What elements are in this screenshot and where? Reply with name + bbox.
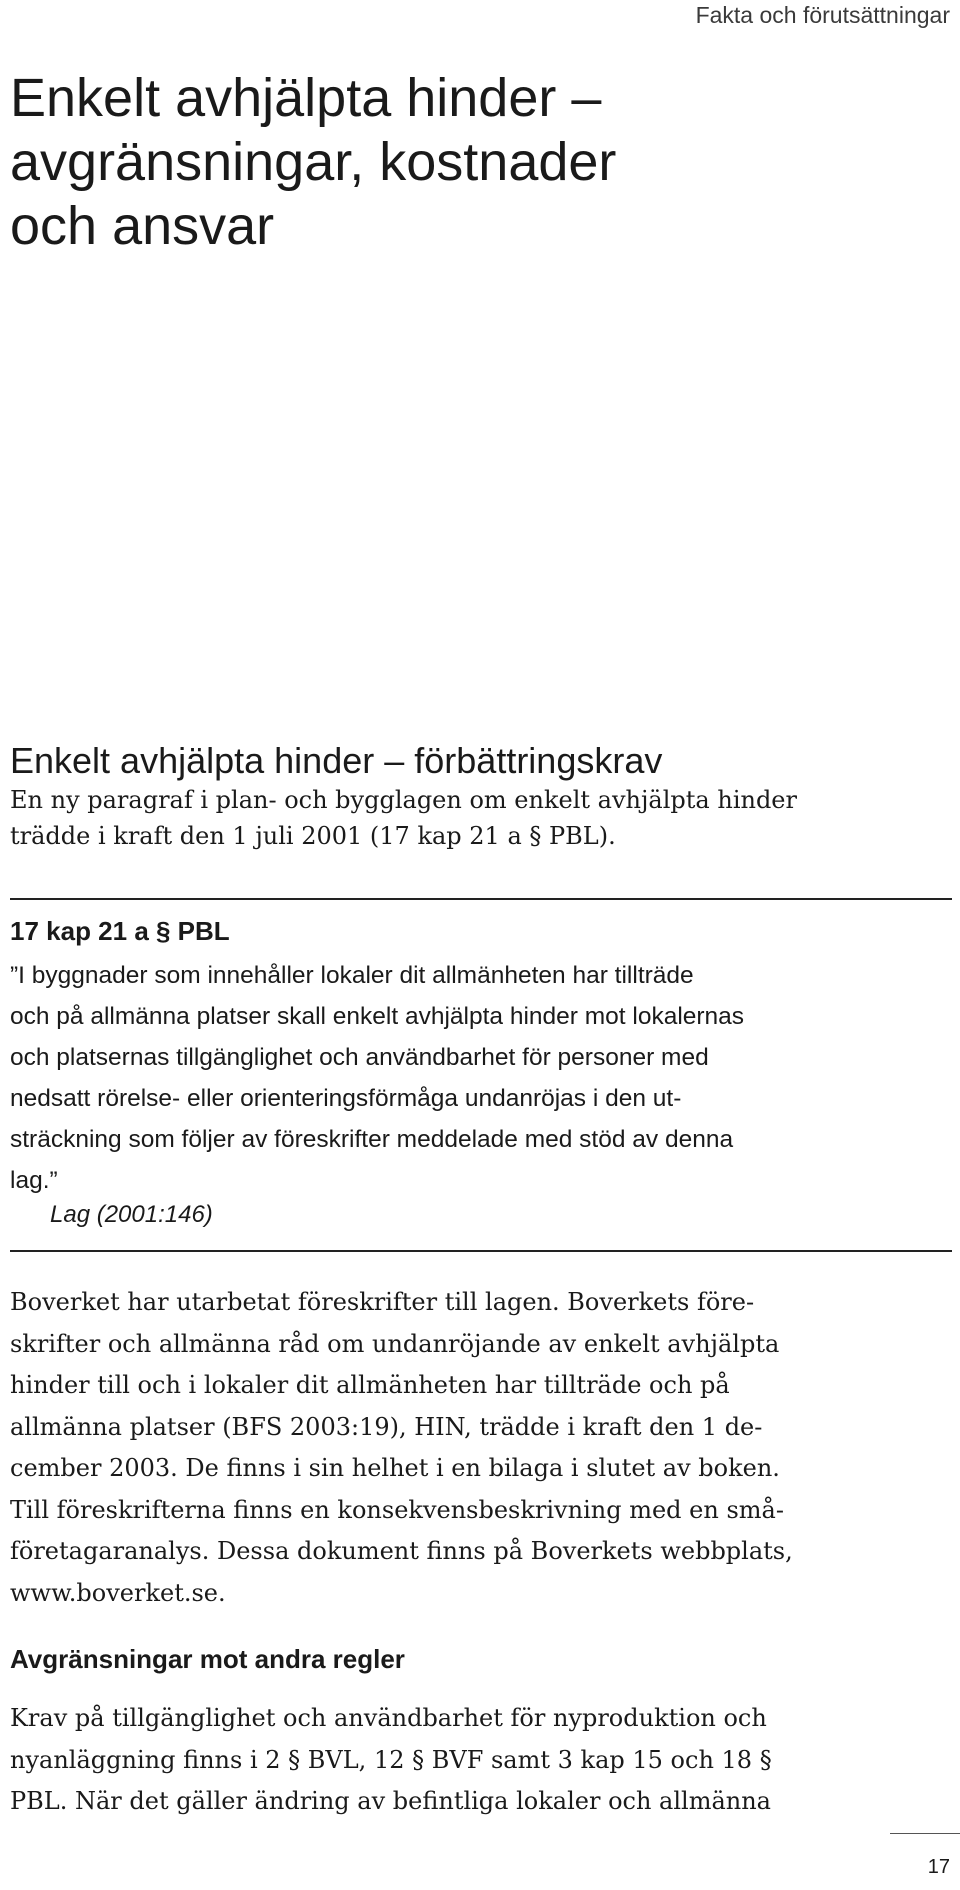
text-line: www.boverket.se. — [10, 1578, 226, 1607]
text-line: allmänna platser (BFS 2003:19), HIN, trädde i kraft den 1 de- — [10, 1412, 763, 1441]
law-quote — [10, 955, 744, 1201]
text-line: hinder till och i lokaler dit allmänheten har tillträde och på — [10, 1371, 730, 1399]
text-line: Till föreskrifterna finns en konsekvensbeskrivning med en små- — [10, 1495, 784, 1524]
chapter-title-line: Enkelt avhjälpta hinder – — [10, 68, 602, 128]
quote-line: lag.” — [10, 1167, 58, 1194]
quote-line: sträckning som följer av föreskrifter meddelade med stöd av denna — [10, 1126, 734, 1153]
law-box-heading: 17 kap 21 a § PBL — [10, 916, 230, 946]
subsection-paragraph — [10, 1698, 772, 1823]
law-box-bottom-rule — [10, 1250, 952, 1252]
law-reference: Lag (2001:146) — [50, 1201, 213, 1228]
text-line: trädde i kraft den 1 juli 2001 (17 kap 21 a § PBL). — [10, 822, 616, 850]
text-line: företagaranalys. Dessa dokument finns på Boverkets webbplats, — [10, 1537, 793, 1565]
chapter-title-line: avgränsningar, kostnader — [10, 132, 617, 192]
law-box-top-rule — [10, 898, 952, 900]
text-line: nyanläggning finns i 2 § BVL, 12 § BVF samt 3 kap 15 och 18 § — [10, 1745, 772, 1774]
page-number-rule — [890, 1833, 960, 1834]
running-header: Fakta och förutsättningar — [695, 2, 950, 28]
body-paragraph — [10, 1282, 793, 1614]
text-line: skrifter och allmänna råd om undanröjande av enkelt avhjälpta — [10, 1329, 780, 1358]
text-line: PBL. När det gäller ändring av befintliga lokaler och allmänna — [10, 1787, 771, 1815]
quote-line: ”I byggnader som innehåller lokaler dit allmänheten har tillträde — [10, 962, 694, 989]
text-line: Krav på tillgänglighet och användbarhet för nyproduktion och — [10, 1704, 767, 1732]
quote-line: och på allmänna platser skall enkelt avhjälpta hinder mot lokalernas — [10, 1003, 745, 1030]
page-number: 17 — [927, 1856, 950, 1878]
section-intro — [10, 782, 797, 854]
section-heading: Enkelt avhjälpta hinder – förbättringskrav — [10, 740, 663, 781]
text-line: Boverket har utarbetat föreskrifter till lagen. Boverkets före- — [10, 1288, 755, 1316]
chapter-title-line: och ansvar — [10, 196, 275, 256]
subsection-heading: Avgränsningar mot andra regler — [10, 1644, 405, 1674]
text-line: En ny paragraf i plan- och bygglagen om enkelt avhjälpta hinder — [10, 786, 797, 814]
chapter-title — [10, 66, 910, 258]
quote-line: och platsernas tillgänglighet och användbarhet för personer med — [10, 1044, 709, 1071]
quote-line: nedsatt rörelse- eller orienteringsförmåga undanröjas i den ut- — [10, 1085, 682, 1112]
text-line: cember 2003. De finns i sin helhet i en bilaga i slutet av boken. — [10, 1454, 780, 1482]
